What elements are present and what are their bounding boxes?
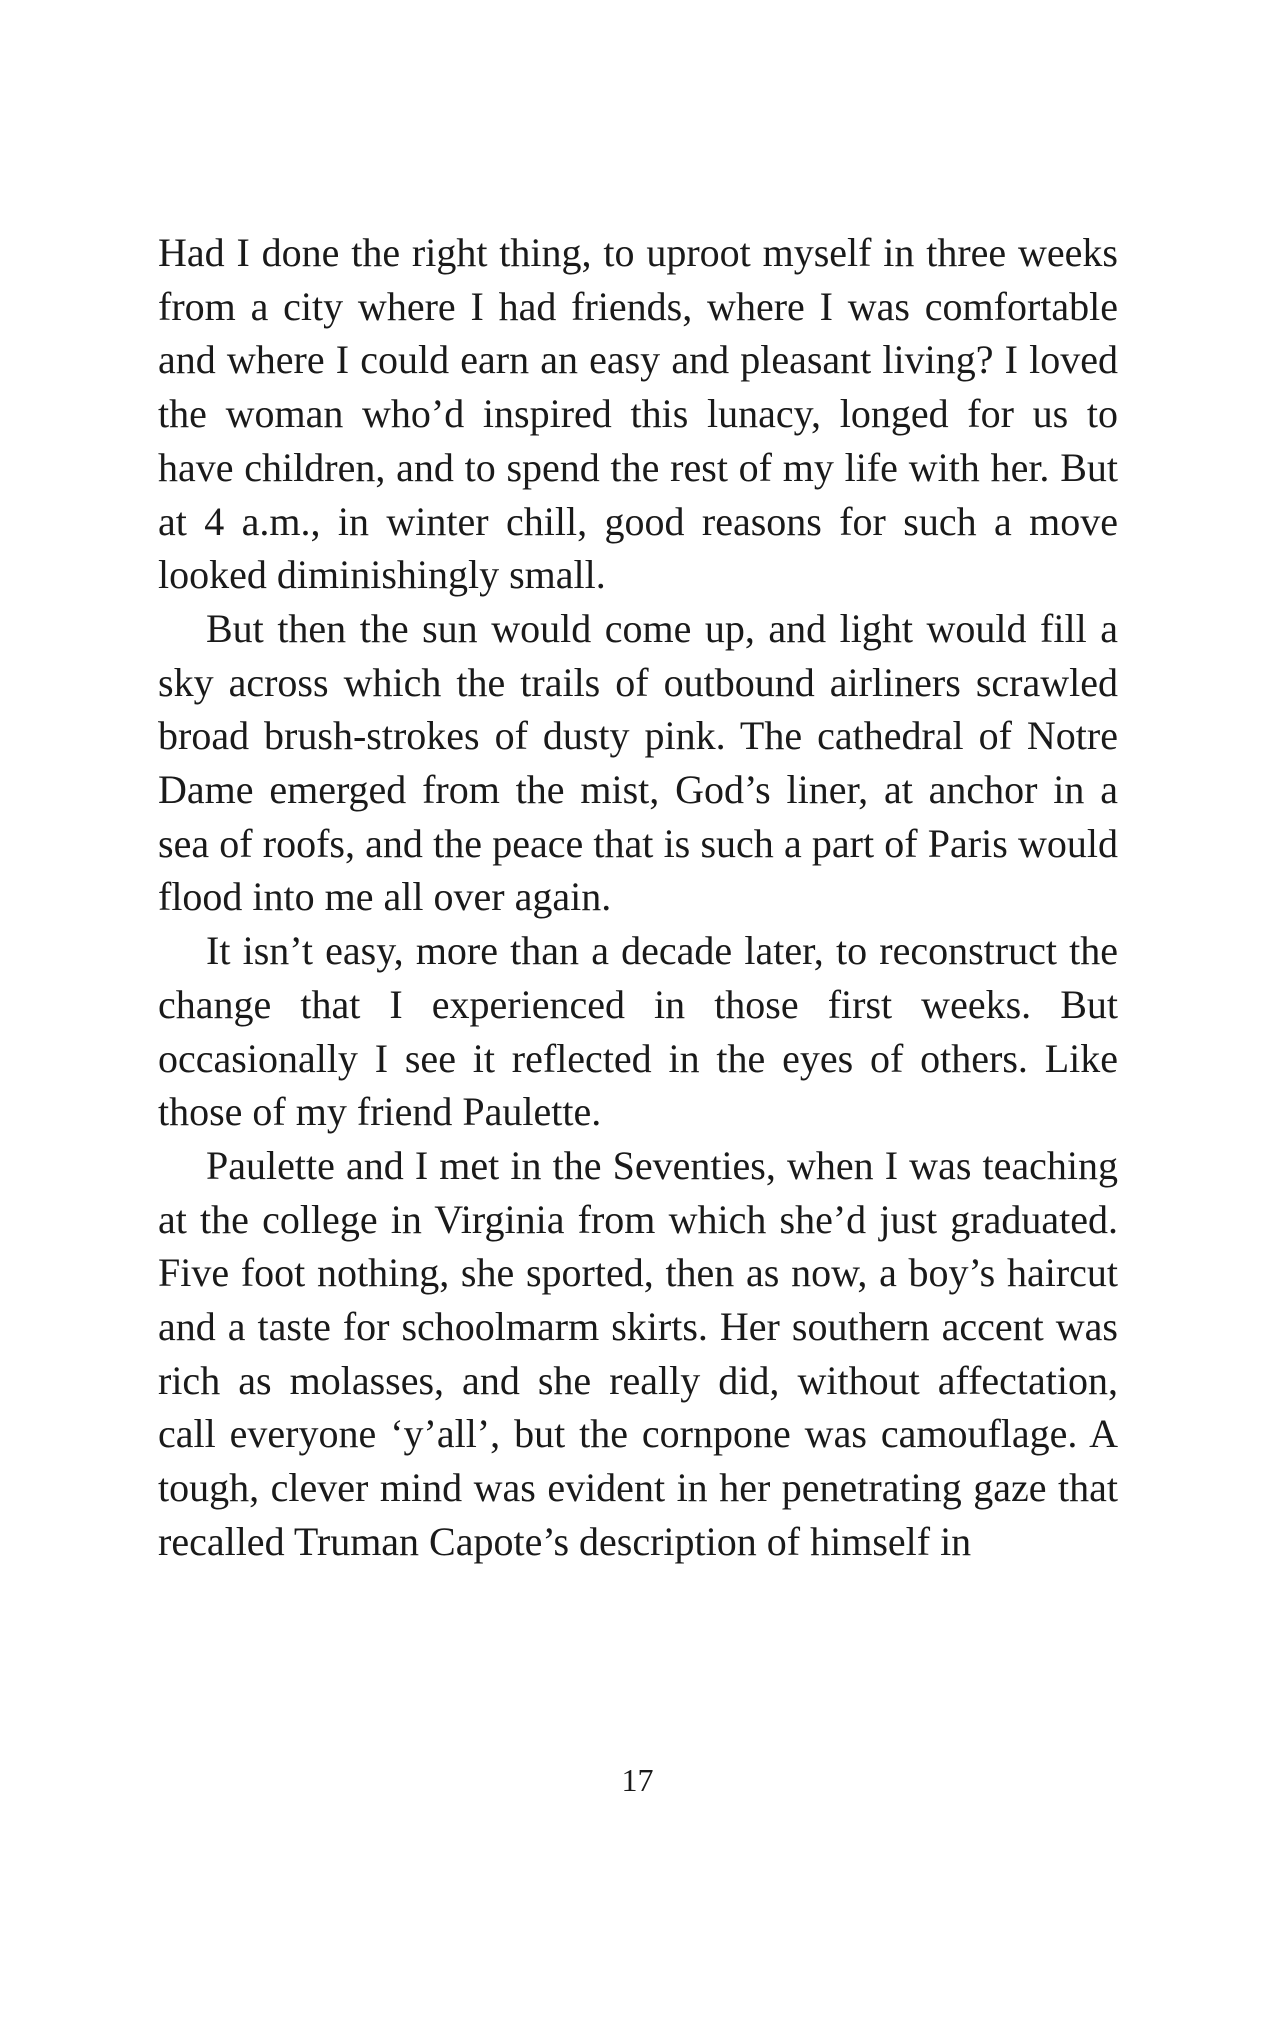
page-number: 17 [621,1762,654,1798]
paragraph-4: Paulette and I met in the Seventies, when I was teaching at the college in Virginia from which she’d just graduated. Five foot nothing, she sported, then as now, a boy’s haircut and a taste for schoolmarm skirts. Her southern accent was rich as molasses, and she really did, without affectation, call everyone ‘y’all’, but the cornpone was camouflage. A tough, clever mind was evident in her penetrating gaze that recalled Truman Capote’s description of himself in [158,1142,1118,1564]
paragraph-3: It isn’t easy, more than a decade later, to reconstruct the change that I experienced in those first weeks. But occasionally I see it reflected in the eyes of others. Like those of my friend Paulette. [158,928,1118,1135]
paragraph-1: Had I done the right thing, to uproot myself in three weeks from a city where I had friends, where I was comfortable and where I could earn an easy and pleasant living? I loved the woman who’d inspired this lunacy, longed for us to have children, and to spend the rest of my life with her. But at 4 a.m., in winter chill, good reasons for such a move looked diminishingly small. [158,230,1118,598]
paragraph-2: But then the sun would come up, and light would fill a sky across which the trails of outbound airliners scrawled broad brush-strokes of dusty pink. The cathedral of Notre Dame emerged from the mist, God’s liner, at anchor in a sea of roofs, and the peace that is such a part of Paris would flood into me all over again. [158,605,1118,920]
body-text [158,226,1118,1569]
